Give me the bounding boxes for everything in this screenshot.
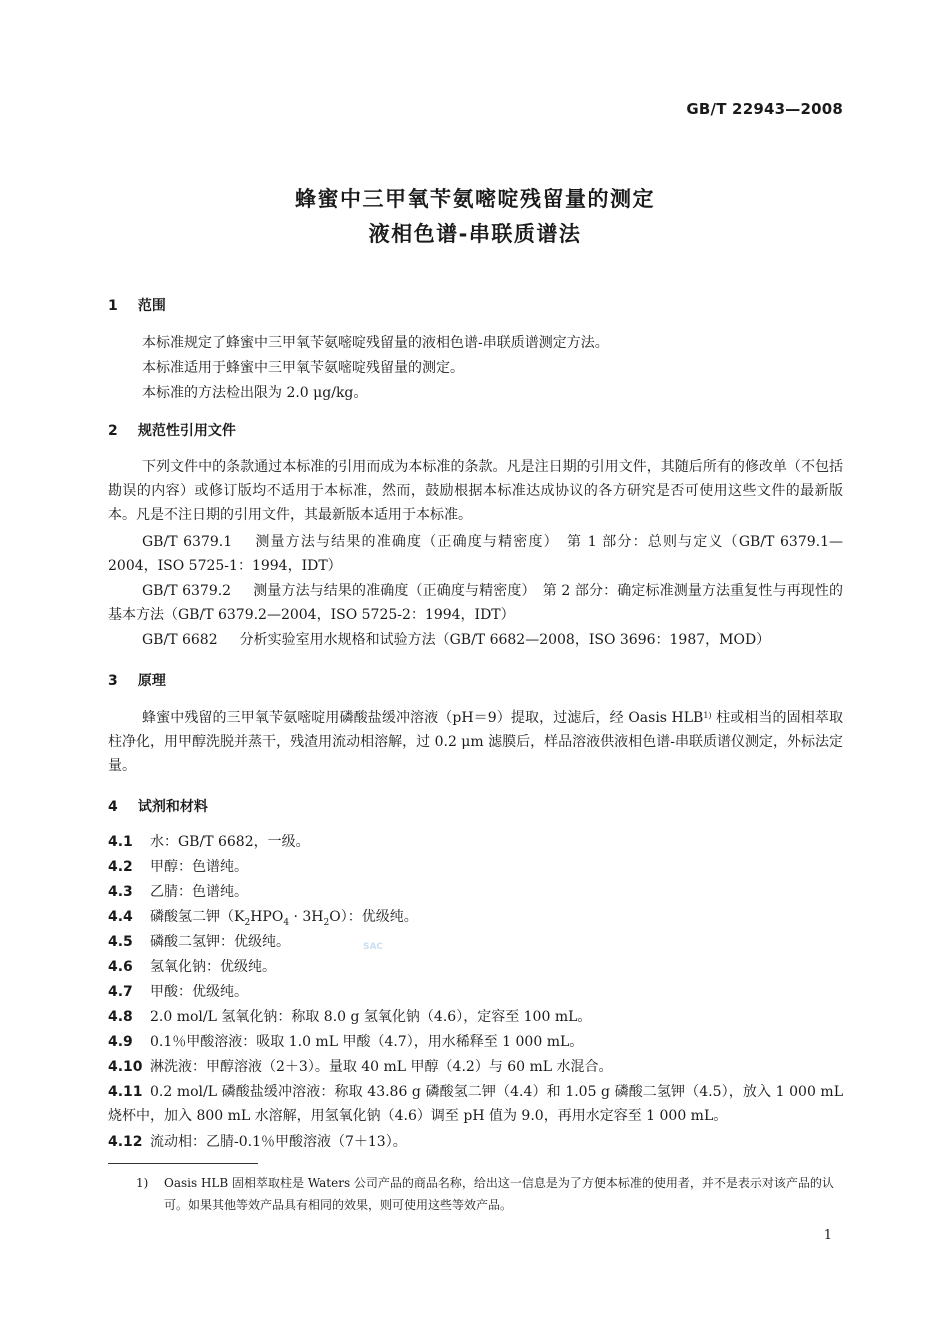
reagent-item (108, 955, 843, 979)
principle-text-b: 柱或相当的固相萃取柱净化，用甲醇洗脱并蒸干，残渣用流动相溶解，过 0.2 μm 滤膜后，样品溶液供液相色谱-串联质谱仪测定，外标法定量。 (108, 710, 843, 774)
item-number: 4.7 (108, 984, 133, 1000)
reagent-item (108, 1055, 843, 1079)
normative-intro-paragraph: 下列文件中的条款通过本标准的引用而成为本标准的条款。凡是注日期的引用文件，其随后所有的修改单（不包括勘误的内容）或修订版均不适用于本标准，然而，鼓励根据本标准达成协议的各方研究是否可使用这些文件的最新版本。凡是不注日期的引用文件，其最新版本适用于本标准。 (108, 459, 843, 523)
item-number: 4.12 (108, 1134, 143, 1150)
reference-code: GB/T 6379.1 (142, 534, 233, 550)
item-text: 0.1％甲酸溶液：吸取 1.0 mL 甲酸（4.7），用水稀释至 1 000 mL。 (150, 1034, 584, 1050)
item-text: 0.2 mol/L 磷酸盐缓冲溶液：称取 43.86 g 磷酸氢二钾（4.4）和 1.05 g 磷酸二氢钾（4.5），放入 1 000 mL 烧杯中，加入 800 mL 水溶解，用氢氧化钠（4.6）调至 pH 值为 9.0，再用水定容至 1 000 mL。 (108, 1084, 843, 1124)
item-number: 4.4 (108, 909, 133, 925)
section-title: 规范性引用文件 (137, 423, 236, 439)
reference-item (108, 628, 843, 652)
item-text: 磷酸氢二钾$(K_2HPO_4 \cdot 3H_2O)$：优级纯。 (150, 909, 418, 928)
item-number: 4.9 (108, 1034, 133, 1050)
section-1-heading (108, 295, 166, 315)
item-text: 流动相：乙腈-0.1％甲酸溶液（7＋13）。 (150, 1134, 407, 1150)
item-number: 4.8 (108, 1009, 133, 1025)
item-number: 4.6 (108, 959, 133, 975)
reagent-item (108, 1080, 843, 1128)
item-text: 磷酸二氢钾：优级纯。 (150, 934, 290, 950)
reagent-item (108, 1130, 843, 1154)
reference-code: GB/T 6379.2 (142, 583, 232, 599)
page-number: 1 (823, 1228, 832, 1243)
section-number: 2 (108, 423, 118, 439)
section-4-heading (108, 796, 208, 816)
item-number: 4.1 (108, 834, 133, 850)
footnote-text: Oasis HLB 固相萃取柱是 Waters 公司产品的商品名称，给出这一信息是为了方便本标准的使用者，并不是表示对该产品的认可。如果其他等效产品具有相同的效果，则可使用这些等效产品。 (164, 1176, 834, 1212)
standard-code: GB/T 22943—2008 (686, 100, 843, 118)
reagent-item (108, 855, 843, 879)
reagent-item (108, 880, 843, 904)
document-title-line2: 液相色谱-串联质谱法 (368, 222, 582, 246)
section-title: 试剂和材料 (137, 799, 208, 815)
item-text: 甲醇：色谱纯。 (150, 859, 248, 875)
reagent-item (108, 1030, 843, 1054)
principle-paragraph (108, 706, 843, 778)
section-3-heading (108, 670, 166, 690)
footnote (136, 1172, 846, 1216)
footnote-reference: 1) (703, 711, 712, 720)
scope-line-3: 本标准的方法检出限为 2.0 μg/kg。 (142, 385, 368, 401)
reference-code: GB/T 6682 (142, 632, 218, 648)
reagent-item (108, 980, 843, 1004)
reference-text: 测量方法与结果的准确度（正确度与精密度） 第 1 部分：总则与定义（GB/T 6379.1—2004，ISO 5725-1：1994，IDT） (108, 534, 843, 574)
item-text: 淋洗液：甲醇溶液（2＋3）。量取 40 mL 甲醇（4.2）与 60 mL 水混合。 (150, 1059, 613, 1075)
section-number: 1 (108, 298, 118, 314)
section-title: 原理 (137, 673, 166, 689)
scope-line-2: 本标准适用于蜂蜜中三甲氧苄氨嘧啶残留量的测定。 (142, 360, 464, 376)
reagent-item (108, 1005, 843, 1029)
reference-item (108, 530, 843, 578)
item-number: 4.5 (108, 934, 133, 950)
reagent-item (108, 930, 843, 954)
item-number: 4.2 (108, 859, 133, 875)
item-text: 水：GB/T 6682，一级。 (150, 834, 310, 850)
item-text: 甲酸：优级纯。 (150, 984, 248, 1000)
document-title-line1: 蜂蜜中三甲氧苄氨嘧啶残留量的测定 (295, 187, 655, 211)
reference-item (108, 579, 843, 627)
item-text: 2.0 mol/L 氢氧化钠：称取 8.0 g 氢氧化钠（4.6），定容至 100 mL。 (150, 1009, 592, 1025)
principle-text-a: 蜂蜜中残留的三甲氧苄氨嘧啶用磷酸盐缓冲溶液（pH＝9）提取，过滤后，经 Oasis HLB (142, 710, 704, 726)
sac-watermark-logo: SAC (362, 942, 384, 952)
section-2-heading (108, 420, 236, 440)
section-number: 3 (108, 673, 118, 689)
item-number: 4.10 (108, 1059, 143, 1075)
footnote-mark: 1) (136, 1176, 149, 1190)
scope-line-1: 本标准规定了蜂蜜中三甲氧苄氨嘧啶残留量的液相色谱-串联质谱测定方法。 (142, 335, 609, 351)
reference-text: 测量方法与结果的准确度（正确度与精密度） 第 2 部分：确定标准测量方法重复性与再现性的基本方法（GB/T 6379.2—2004，ISO 5725-2：1994，IDT） (108, 583, 843, 623)
reagent-item (108, 830, 843, 854)
item-number: 4.3 (108, 884, 133, 900)
item-text: 氢氧化钠：优级纯。 (150, 959, 276, 975)
section-title: 范围 (137, 298, 166, 314)
item-number: 4.11 (108, 1084, 143, 1100)
reference-text: 分析实验室用水规格和试验方法（GB/T 6682—2008，ISO 3696：1987，MOD） (239, 632, 771, 648)
footnote-separator (108, 1163, 258, 1164)
item-text: 乙腈：色谱纯。 (150, 884, 248, 900)
section-number: 4 (108, 799, 118, 815)
